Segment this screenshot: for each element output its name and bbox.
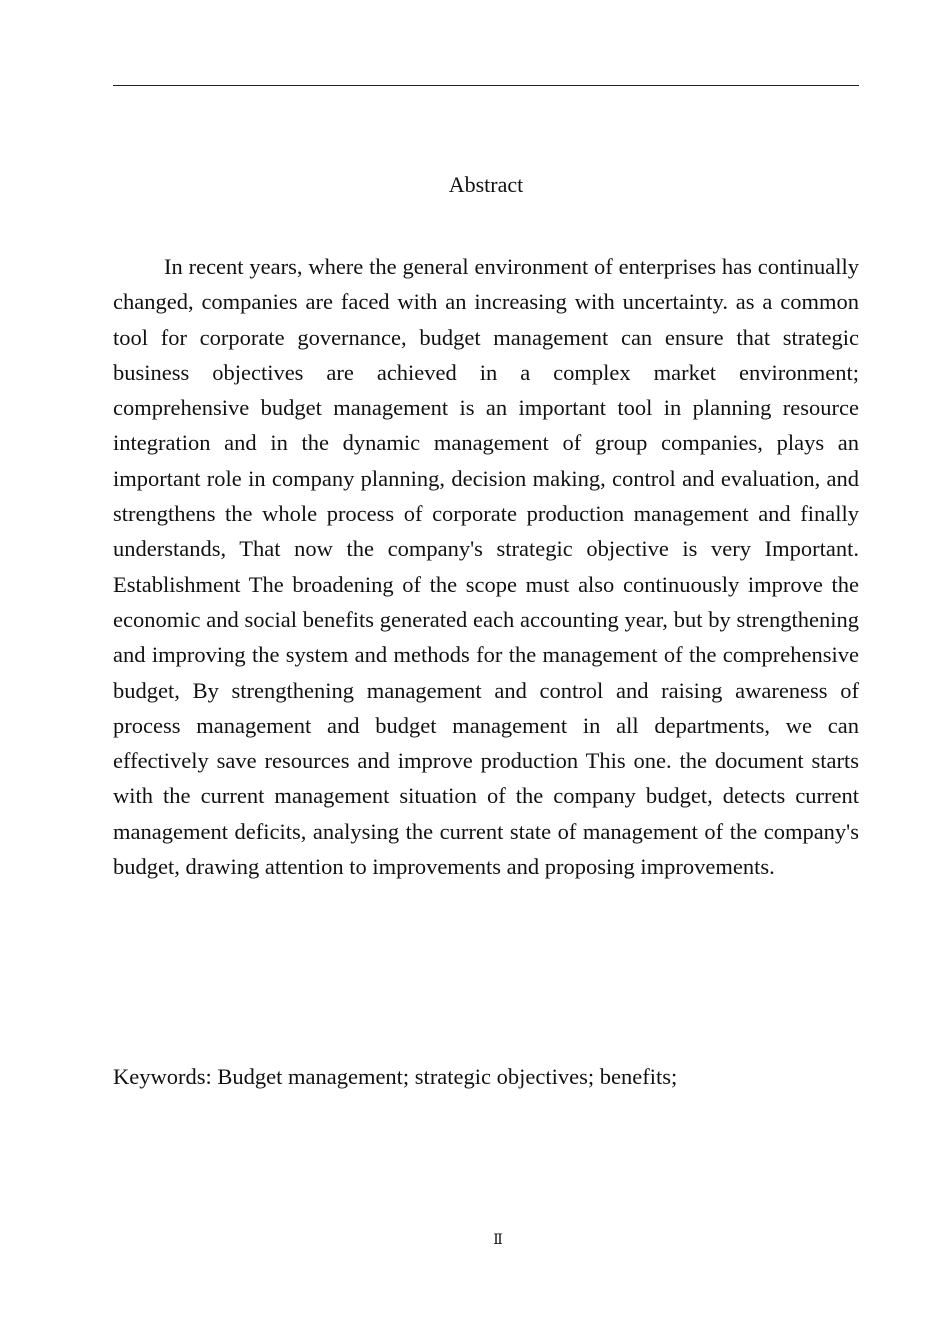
header-rule [113, 85, 859, 86]
abstract-title: Abstract [448, 172, 524, 197]
abstract-paragraph: In recent years, where the general environment of enterprises has continually changed, companies are faced with an increasing with uncertainty. as a common tool for corporate governance, budget management can ensure that strategic business objectives are achieved in a complex market environment; comprehensive budget management is an important tool in planning resource integration and in the dynamic management of group companies, plays an important role in company planning, decision making, control and evaluation, and strengthens the whole process of corporate production management and finally understands, That now the company's strategic objective is very Important. Establishment The broadening of the scope must also continuously improve the economic and social benefits generated each accounting year, but by strengthening and improving the system and methods for the management of the comprehensive budget, By strengthening management and control and raising awareness of process management and budget management in all departments, we can effectively save resources and improve production This one. the document starts with the current management situation of the company budget, detects current management deficits, analysing the current state of management of the company's budget, drawing attention to improvements and proposing improvements. [113, 254, 859, 880]
page-number: Ⅱ [493, 1233, 503, 1248]
keywords-line: Keywords: Budget management; strategic objectives; benefits; [113, 1064, 678, 1089]
